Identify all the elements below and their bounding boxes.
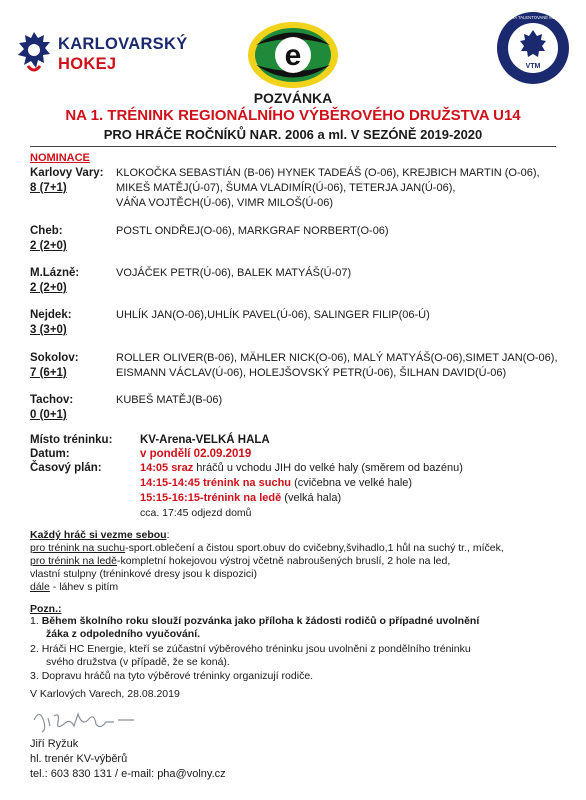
team-town: Tachov: bbox=[30, 394, 74, 406]
team-count: 2 (2+0) bbox=[30, 282, 67, 294]
place-label: Místo tréninku: bbox=[30, 434, 113, 446]
equipment-line: dále - láhev s pitím bbox=[30, 581, 119, 593]
svg-text:VÝCHOVA TALENTOVANÉ MLÁDEŽE: VÝCHOVA TALENTOVANÉ MLÁDEŽE bbox=[497, 15, 569, 20]
plan-label: Časový plán: bbox=[30, 462, 102, 474]
note-item: 3. Dopravu hráčů na tyto výběrové tréninky organizují rodiče. bbox=[30, 670, 314, 682]
note-item: 2. Hráči HC Energie, kteří se zúčastní výběrového tréninku jsou uvolněni z pondělního tréninku svého družstva (v případě, že se koná). bbox=[30, 643, 471, 668]
signature bbox=[30, 700, 140, 738]
notes-heading: Pozn.: bbox=[30, 603, 62, 615]
team-town: Nejdek: bbox=[30, 309, 72, 321]
date-label: Datum: bbox=[30, 448, 70, 460]
team-town: Cheb: bbox=[30, 225, 63, 237]
svg-text:VTM: VTM bbox=[525, 63, 541, 70]
team-players: VOJÁČEK PETR(Ú-06), BALEK MATYÁŠ(Ú-07) bbox=[116, 267, 352, 279]
plan-item: 15:15-16:15-trénink na ledě (velká hala) bbox=[140, 492, 342, 504]
karlovarsky-hokej-logo bbox=[14, 30, 214, 80]
vtm-logo bbox=[495, 10, 571, 86]
team-players: KUBEŠ MATĚJ(B-06) bbox=[116, 394, 223, 406]
title-trenink: NA 1. TRÉNINK REGIONÁLNÍHO VÝBĚROVÉHO DRUŽSTVA U14 bbox=[65, 107, 521, 124]
place-value: KV-Arena-VELKÁ HALA bbox=[140, 434, 270, 446]
team-town: M.Lázně: bbox=[30, 267, 80, 279]
team-players: ROLLER OLIVER(B-06), MÄHLER NICK(O-06), MALÝ MATYÁŠ(O-06),SIMET JAN(O-06), EISMANN VÁCLAV(Ú-06), HOLEJŠOVSKÝ PETR(Ú-06), ŠILHAN DAVID(Ú-06) bbox=[116, 352, 558, 379]
team-players: KLOKOČKA SEBASTIÁN (B-06) HYNEK TADEÁŠ (O-06), KREJBICH MARTIN (O-06), MIKEŠ MATĚJ(Ú-07), ŠUMA VLADIMÍR(Ú-06), TETERJA JAN(Ú-06), VÁŇA VOJTĚCH(Ú-06), VIMR MILOŠ(Ú-06) bbox=[116, 167, 540, 209]
date-value: v pondělí 02.09.2019 bbox=[140, 448, 252, 460]
team-count: 7 (6+1) bbox=[30, 367, 67, 379]
signer-name: Jiří Ryžuk bbox=[30, 738, 79, 750]
nominace-label: NOMINACE bbox=[30, 152, 90, 164]
divider bbox=[30, 146, 556, 147]
hc-energie-logo bbox=[246, 15, 340, 95]
equipment-heading: Každý hráč si vezme sebou: bbox=[30, 529, 170, 541]
place-date: V Karlových Varech, 28.08.2019 bbox=[30, 688, 180, 700]
note-item: 1. Během školního roku slouží pozvánka jako příloha k žádosti rodičů o případné uvolnění žáka z odpoledního vyučování. bbox=[30, 615, 480, 640]
logo-text: KARLOVARSKÝ HOKEJ bbox=[58, 35, 188, 73]
team-players: UHLÍK JAN(O-06),UHLÍK PAVEL(Ú-06), SALINGER FILIP(06-Ú) bbox=[116, 309, 430, 321]
team-town: Karlovy Vary: bbox=[30, 167, 104, 179]
signer-contact: tel.: 603 830 131 / e-mail: pha@volny.cz bbox=[30, 768, 226, 780]
team-town: Sokolov: bbox=[30, 352, 79, 364]
signer-role: hl. trenér KV-výběrů bbox=[30, 753, 128, 765]
plan-item: 14:05 sraz hráčů u vchodu JIH do velké haly (směrem od bazénu) bbox=[140, 462, 463, 474]
equipment-line: vlastní stulpny (tréninkové dresy jsou k dispozici) bbox=[30, 568, 258, 580]
team-players: POSTL ONDŘEJ(O-06), MARKGRAF NORBERT(O-06) bbox=[116, 225, 389, 237]
equipment-line: pro trénink na ledě-kompletní hokejovou výstroj včetně nabroušených bruslí, 2 hole na led, bbox=[30, 555, 451, 567]
team-count: 2 (2+0) bbox=[30, 240, 67, 252]
title-subtitle: PRO HRÁČE ROČNÍKŮ NAR. 2006 a ml. V SEZÓNĚ 2019-2020 bbox=[103, 127, 483, 142]
team-count: 8 (7+1) bbox=[30, 182, 67, 194]
plan-item: 14:15-14:45 trénink na suchu (cvičebna ve velké hale) bbox=[140, 477, 413, 489]
svg-text:e: e bbox=[284, 39, 302, 72]
plan-item: cca. 17:45 odjezd domů bbox=[140, 507, 252, 519]
equipment-line: pro trénink na suchu-sport.oblečení a čistou sport.obuv do cvičebny,švihadlo,1 hůl na suchý tr., míček, bbox=[30, 542, 504, 554]
team-count: 0 (0+1) bbox=[30, 409, 67, 421]
title-pozvanka: POZVÁNKA bbox=[253, 90, 333, 106]
team-count: 3 (3+0) bbox=[30, 324, 67, 336]
lion-icon bbox=[14, 30, 54, 76]
